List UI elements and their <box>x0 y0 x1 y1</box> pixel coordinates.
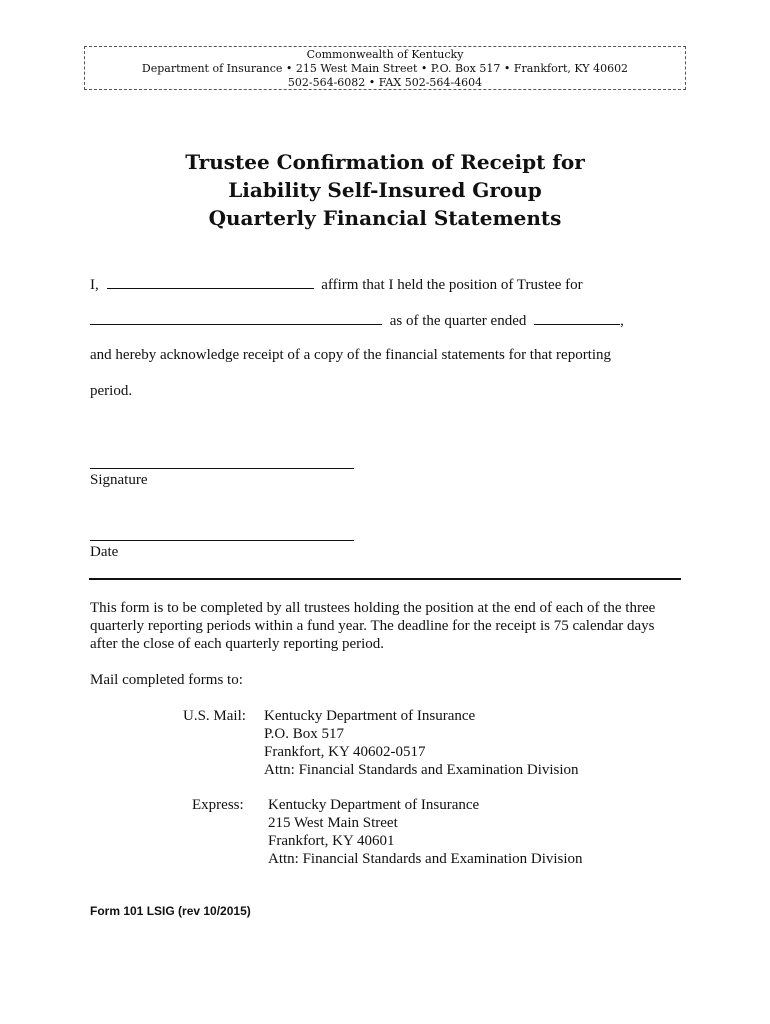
express-address <box>268 796 583 868</box>
signature-label: Signature <box>90 472 148 488</box>
affirm-text: affirm that I held the position of Trustee for <box>321 277 583 293</box>
quarter-text: as of the quarter ended <box>389 313 527 329</box>
date-label: Date <box>90 544 119 560</box>
acknowledge-text: and hereby acknowledge receipt of a copy of the financial statements for that reporting <box>90 347 612 363</box>
i-label: I, <box>90 277 99 293</box>
period-text: period. <box>90 383 133 399</box>
express-line: Attn: Financial Standards and Examination Division <box>268 851 583 867</box>
express-line: Kentucky Department of Insurance <box>268 797 480 813</box>
us-mail-line: Kentucky Department of Insurance <box>264 708 476 724</box>
quarter-ended-field[interactable] <box>534 312 620 325</box>
comma-text: , <box>620 313 624 329</box>
agency-header <box>84 46 686 90</box>
instructions-paragraph <box>90 599 690 653</box>
trustee-name-field[interactable] <box>107 276 314 289</box>
express-line: 215 West Main Street <box>268 815 398 831</box>
mail-intro: Mail completed forms to: <box>90 672 243 688</box>
group-quarter-line <box>90 312 624 330</box>
us-mail-label: U.S. Mail: <box>183 708 246 724</box>
title-line-2: Liability Self-Insured Group <box>228 178 542 202</box>
section-divider <box>89 578 681 580</box>
title-line-3: Quarterly Financial Statements <box>208 206 562 230</box>
group-name-field[interactable] <box>90 312 382 325</box>
signature-field[interactable] <box>90 468 354 469</box>
instructions-line-2: quarterly reporting periods within a fund year. The deadline for the receipt is 75 calendar days <box>90 618 655 634</box>
us-mail-line: Attn: Financial Standards and Examination Division <box>264 762 579 778</box>
express-line: Frankfort, KY 40601 <box>268 833 395 849</box>
header-line-2: Department of Insurance • 215 West Main Street • P.O. Box 517 • Frankfort, KY 40602 <box>141 62 629 75</box>
document-title <box>85 148 685 232</box>
us-mail-line: Frankfort, KY 40602-0517 <box>264 744 426 760</box>
instructions-line-1: This form is to be completed by all trustees holding the position at the end of each of the three <box>90 600 656 616</box>
us-mail-address <box>264 707 579 779</box>
us-mail-line: P.O. Box 517 <box>264 726 345 742</box>
express-label: Express: <box>192 797 244 813</box>
form-identifier: Form 101 LSIG (rev 10/2015) <box>90 904 251 918</box>
trustee-statement-line <box>90 276 583 294</box>
header-line-1: Commonwealth of Kentucky <box>306 48 464 61</box>
header-line-3: 502-564-6082 • FAX 502-564-4604 <box>287 76 483 89</box>
date-field[interactable] <box>90 540 354 541</box>
instructions-line-3: after the close of each quarterly reporting period. <box>90 636 385 652</box>
title-line-1: Trustee Confirmation of Receipt for <box>185 150 585 174</box>
